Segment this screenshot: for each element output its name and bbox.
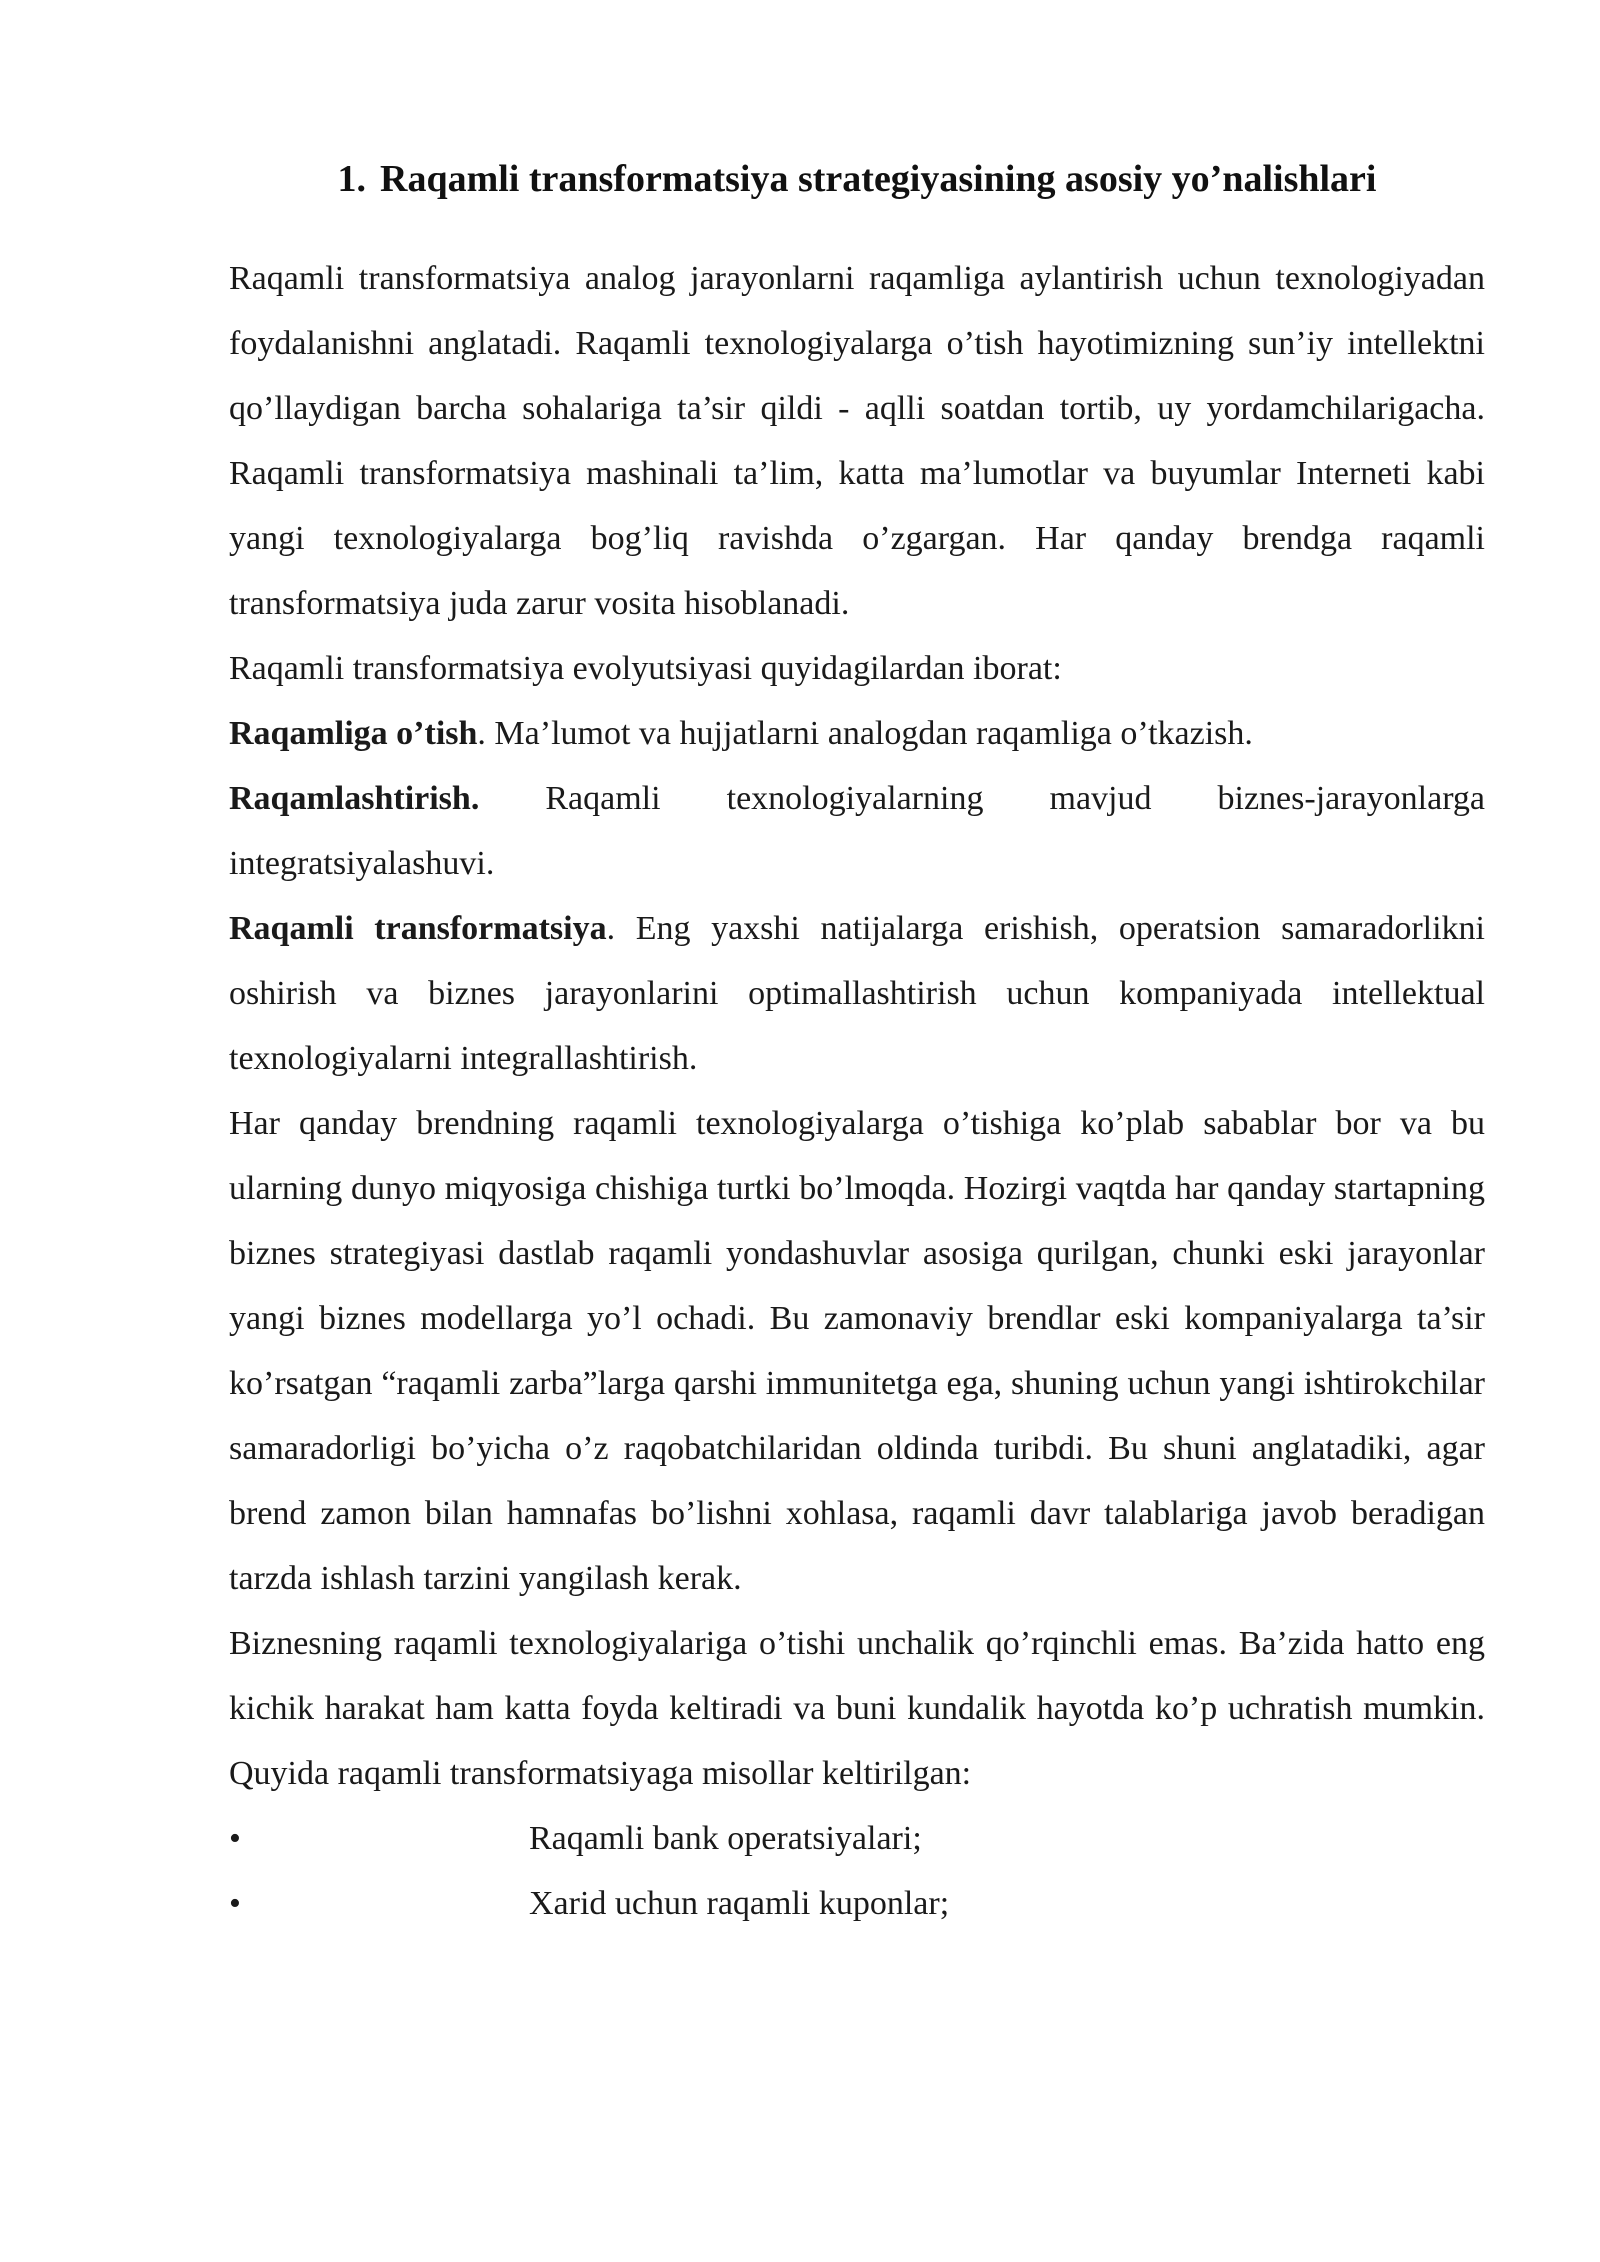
paragraph-transformation — [229, 896, 1485, 1091]
paragraph-digitization — [229, 701, 1485, 766]
list-item-text: Raqamli bank operatsiyalari; — [529, 1820, 922, 1857]
definition-digitalization: Raqamli texnologiyalarning mavjud biznes-jarayonlarga integratsiyalashuvi. — [229, 780, 1485, 882]
bullet-marker: • — [229, 1885, 241, 1922]
bullet-marker: • — [229, 1820, 241, 1857]
document-page — [229, 150, 1485, 1936]
section-heading — [229, 150, 1485, 208]
list-item — [229, 1871, 1485, 1936]
paragraph-evolution-lead: Raqamli transformatsiya evolyutsiyasi quyidagilardan iborat: — [229, 650, 1062, 687]
examples-list — [229, 1806, 1485, 1936]
term-transformation: Raqamli transformatsiya — [229, 910, 607, 947]
term-digitization: Raqamliga o’tish — [229, 715, 478, 752]
paragraph-examples-lead: Biznesning raqamli texnologiyalariga o’tishi unchalik qo’rqinchli emas. Ba’zida hatto eng kichik harakat ham katta foyda keltiradi va buni kundalik hayotda ko’p uchratish mumkin. Quyida raqamli transformatsiyaga misollar keltirilgan: — [229, 1625, 1485, 1792]
definition-transformation: . Eng yaxshi natijalarga erishish, operatsion samaradorlikni oshirish va biznes jarayonlarini optimallashtirish uchun kompaniyada intellektual texnologiyalarni integrallashtirish. — [229, 910, 1486, 1077]
definition-digitization: . Ma’lumot va hujjatlarni analogdan raqamliga o’tkazish. — [477, 715, 1253, 752]
heading-number: 1. — [337, 158, 367, 200]
heading-title: Raqamli transformatsiya strategiyasining asosiy yo’nalishlari — [380, 158, 1377, 200]
list-item — [229, 1806, 1485, 1871]
paragraph-digitalization — [229, 766, 1485, 896]
paragraph-intro: Raqamli transformatsiya analog jarayonlarni raqamliga aylantirish uchun texnologiyadan foydalanishni anglatadi. Raqamli texnologiyalarga o’tish hayotimizning sun’iy intellektni qo’llaydigan barcha sohalariga ta’sir qildi - aqlli soatdan tortib, uy yordamchilarigacha. Raqamli transformatsiya mashinali ta’lim, katta ma’lumotlar va buyumlar Interneti kabi yangi texnologiyalarga bog’liq ravishda o’zgargan. Har qanday brendga raqamli transformatsiya juda zarur vosita hisoblanadi. — [229, 260, 1485, 622]
list-item-text: Xarid uchun raqamli kuponlar; — [529, 1885, 950, 1922]
term-digitalization: Raqamlashtirish. — [229, 780, 480, 817]
paragraph-reasons: Har qanday brendning raqamli texnologiyalarga o’tishiga ko’plab sabablar bor va bu ularning dunyo miqyosiga chishiga turtki bo’lmoqda. Hozirgi vaqtda har qanday startapning biznes strategiyasi dastlab raqamli yondashuvlar asosiga qurilgan, chunki eski jarayonlar yangi biznes modellarga yo’l ochadi. Bu zamonaviy brendlar eski kompaniyalarga ta’sir ko’rsatgan “raqamli zarba”larga qarshi immunitetga ega, shuning uchun yangi ishtirokchilar samaradorligi bo’yicha o’z raqobatchilaridan oldinda turibdi. Bu shuni anglatadiki, agar brend zamon bilan hamnafas bo’lishni xohlasa, raqamli davr talablariga javob beradigan tarzda ishlash tarzini yangilash kerak. — [229, 1105, 1485, 1597]
